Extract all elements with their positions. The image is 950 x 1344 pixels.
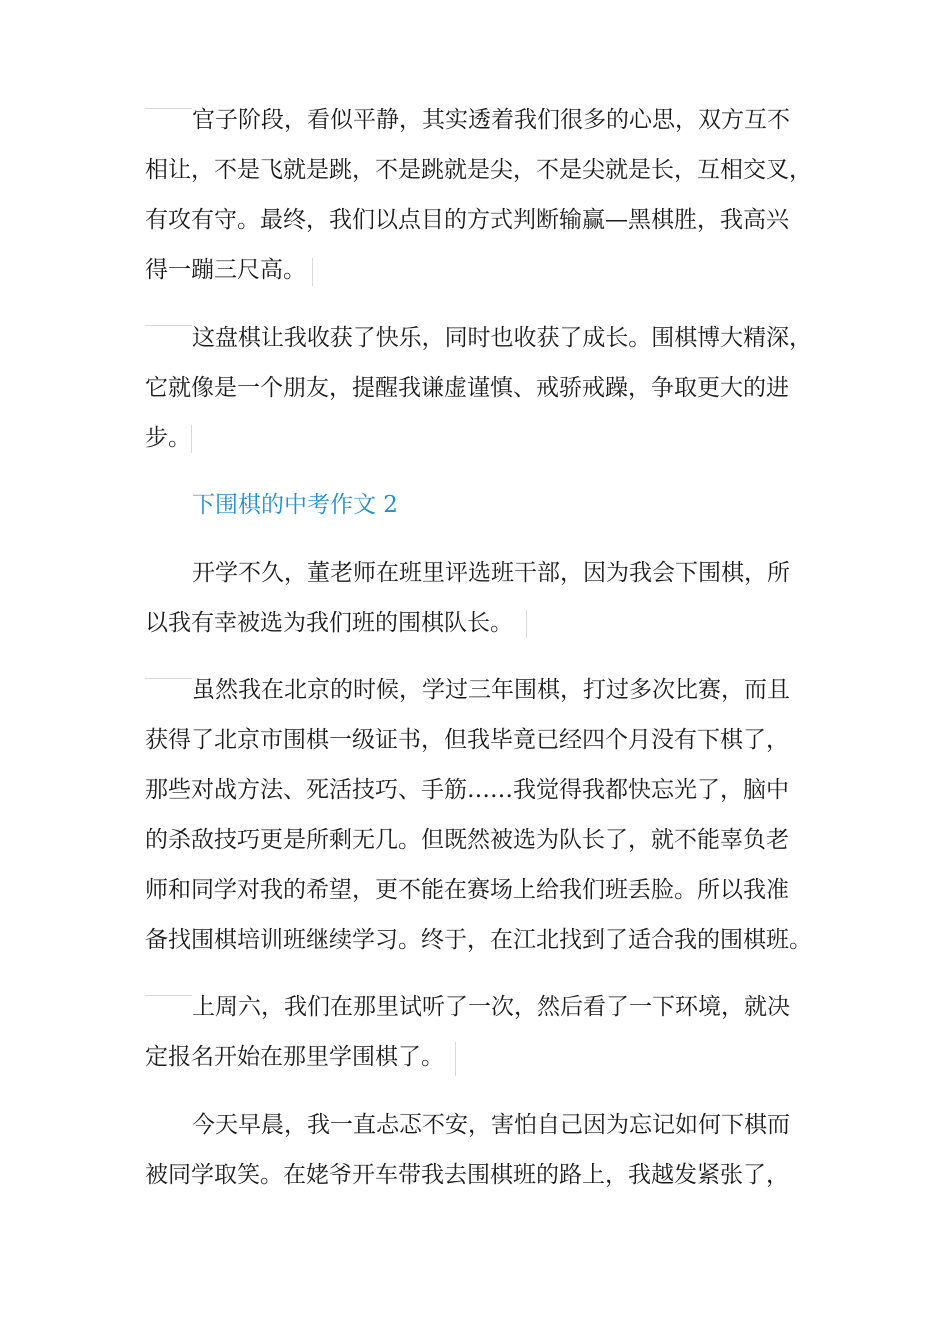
paragraph-end-mark: [526, 610, 527, 638]
paragraph-line: 以我有幸被选为我们班的围棋队长。: [145, 610, 513, 636]
paragraph-line: 开学不久，董老师在班里评选班干部，因为我会下围棋，所: [192, 560, 790, 586]
paragraph-line: 虽然我在北京的时候，学过三年围棋，打过多次比赛，而且: [192, 677, 790, 703]
paragraph-end-mark: [312, 258, 313, 286]
paragraph-end-mark: [191, 425, 192, 453]
paragraph-line: 定报名开始在那里学围棋了。: [145, 1044, 444, 1070]
paragraph-line: 这盘棋让我收获了快乐，同时也收获了成长。围棋博大精深，: [192, 325, 813, 351]
paragraph-line: 被同学取笑。在姥爷开车带我去围棋班的路上，我越发紧张了，: [145, 1162, 789, 1188]
paragraph-line: 那些对战方法、死活技巧、手筋……我觉得我都快忘光了，脑中: [145, 777, 789, 803]
paragraph-line: 上周六，我们在那里试听了一次，然后看了一下环境，就决: [192, 994, 790, 1020]
paragraph-6: [145, 1100, 790, 1200]
paragraph-line: 今天早晨，我一直忐忑不安，害怕自己因为忘记如何下棋而: [192, 1112, 790, 1138]
paragraph-line: 师和同学对我的希望，更不能在赛场上给我们班丢脸。所以我准: [145, 877, 789, 903]
paragraph-line: 备找围棋培训班继续学习。终于，在江北找到了适合我的围棋班。: [145, 927, 812, 953]
paragraph-1: [145, 95, 812, 295]
paragraph-line: 的杀敌技巧更是所剩无几。但既然被选为队长了，就不能辜负老: [145, 827, 789, 853]
paragraph-4: [145, 665, 812, 965]
paragraph-end-mark: [455, 1042, 456, 1076]
paragraph-5: [145, 982, 790, 1082]
paragraph-line: 官子阶段，看似平静，其实透着我们很多的心思，双方互不: [192, 107, 790, 133]
paragraph-2: [145, 313, 812, 463]
paragraph-line: 有攻有守。最终，我们以点目的方式判断输赢—黑棋胜，我高兴: [145, 207, 789, 233]
paragraph-3: [145, 548, 790, 648]
section-heading: 下围棋的中考作文 2: [192, 492, 398, 518]
paragraph-line: 得一蹦三尺高。: [145, 257, 306, 283]
paragraph-line: 相让，不是飞就是跳，不是跳就是尖，不是尖就是长，互相交叉，: [145, 157, 812, 183]
paragraph-line: 获得了北京市围棋一级证书，但我毕竟已经四个月没有下棋了，: [145, 727, 789, 753]
paragraph-line: 步。: [145, 425, 191, 451]
paragraph-line: 它就像是一个朋友，提醒我谦虚谨慎、戒骄戒躁，争取更大的进: [145, 375, 789, 401]
